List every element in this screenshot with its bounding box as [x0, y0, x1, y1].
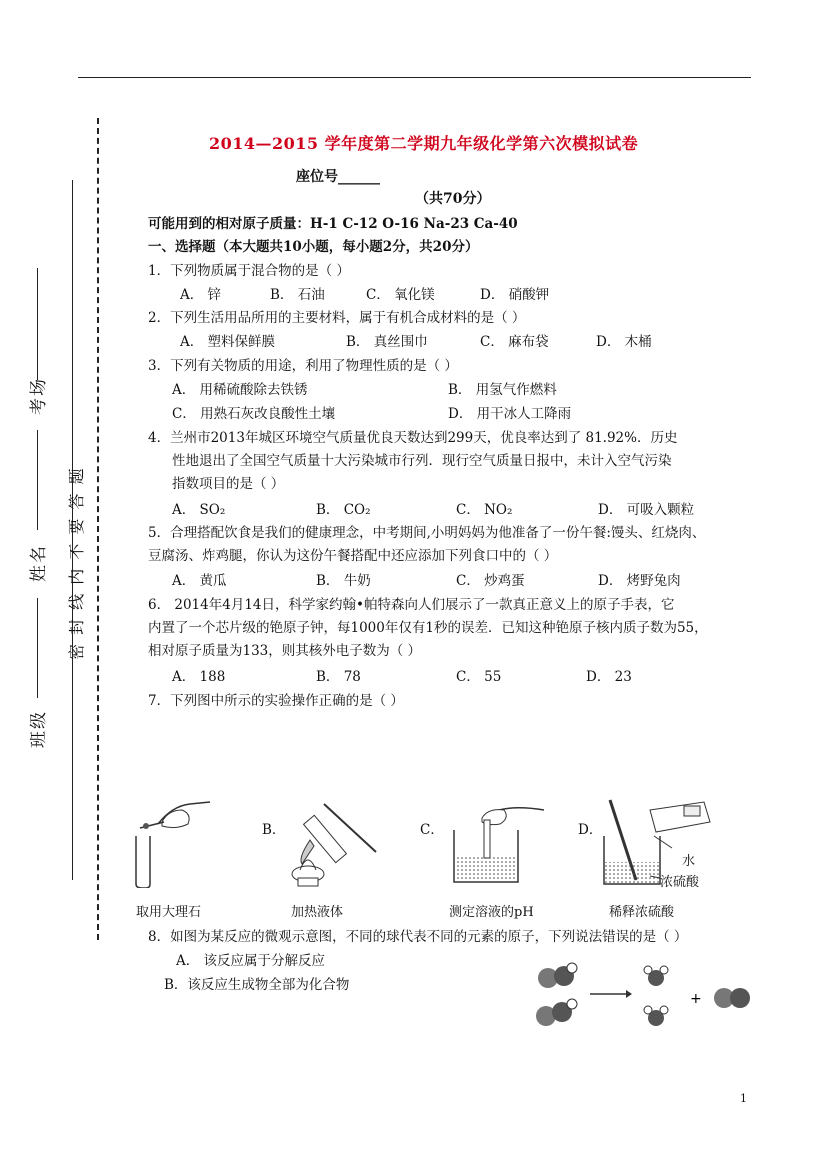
- question-5-line-2: 豆腐汤、炸鸡腿，你认为这份午餐搭配中还应添加下列食口中的（ ）: [148, 548, 558, 564]
- question-6-line-1: 6． 2014年4月14日，科学家约翰•帕特森向人们展示了一款真正意义上的原子手表，它: [148, 597, 675, 613]
- question-3-stem: 3．下列有关物质的用途，利用了物理性质的是（ ）: [148, 358, 458, 374]
- q8-option-a: A． 该反应属于分解反应: [176, 953, 326, 969]
- svg-text:+: +: [690, 991, 702, 1007]
- question-5-line-1: 5．合理搭配饮食是我们的健康理念，中考期间,小明妈妈为他准备了一份午餐:馒头、红烧肉、: [148, 525, 706, 541]
- q5-option-c: C． 炒鸡蛋: [456, 573, 525, 589]
- q6-option-d: D． 23: [586, 669, 632, 685]
- q2-option-b: B． 真丝围巾: [346, 334, 428, 350]
- q3-option-d: D． 用干冰人工降雨: [448, 406, 572, 422]
- seat-number: 座位号______: [296, 169, 380, 185]
- question-8-stem: 8．如图为某反应的微观示意图，不同的球代表不同的元素的原子，下列说法错误的是（ ）: [148, 929, 688, 945]
- question-6-line-2: 内置了一个芯片级的铯原子钟，每1000年仅有1秒的误差．已知这种铯原子核内质子数为55，: [148, 620, 708, 636]
- exam-room-label: 考场: [29, 377, 49, 415]
- question-1-stem: 1．下列物质属于混合物的是（ ）: [148, 263, 350, 279]
- q1-option-a: A． 锌: [180, 287, 222, 303]
- q2-option-d: D． 木桶: [596, 334, 652, 350]
- figure-a-marble: [132, 796, 212, 888]
- class-label: 班级: [29, 710, 49, 748]
- seal-dashed-line: [97, 118, 99, 940]
- question-4-line-3: 指数项目的是（ ）: [172, 476, 285, 492]
- name-label: 姓名: [29, 544, 49, 582]
- q6-option-c: C． 55: [456, 669, 502, 685]
- atomic-masses: 可能用到的相对原子质量：H-1 C-12 O-16 Na-23 Ca-40: [148, 216, 518, 232]
- question-4-line-1: 4．兰州市2013年城区环境空气质量优良天数达到299天，优良率达到了 81.92%．历史: [148, 430, 678, 446]
- question-4-line-2: 性地退出了全国空气质量十大污染城市行列．现行空气质量日报中，未计入空气污染: [172, 453, 672, 469]
- q1-option-b: B． 石油: [270, 287, 325, 303]
- q4-option-d: D． 可吸入颗粒: [598, 502, 695, 518]
- caption-c: 测定溶液的pH: [449, 905, 534, 920]
- q4-option-c: C． NO₂: [456, 502, 513, 518]
- q3-option-b: B． 用氢气作燃料: [448, 382, 557, 398]
- question-2-stem: 2．下列生活用品所用的主要材料，属于有机合成材料的是（ ）: [148, 310, 526, 326]
- q4-option-b: B． CO₂: [316, 502, 371, 518]
- q6-option-a: A． 188: [172, 669, 226, 685]
- header-rule: [78, 77, 751, 78]
- figure-c-label: C．: [420, 822, 444, 838]
- page-number: 1: [740, 1092, 747, 1105]
- q3-option-c: C． 用熟石灰改良酸性土壤: [172, 406, 336, 422]
- caption-a: 取用大理石: [136, 905, 202, 920]
- exam-title: 2014—2015 学年度第二学期九年级化学第六次模拟试卷: [209, 134, 639, 153]
- q3-option-a: A． 用稀硫酸除去铁锈: [172, 382, 308, 398]
- figure-c-ph-test: [448, 800, 548, 886]
- seal-notice: 密 封 线 内 不 要 答 题: [67, 466, 86, 660]
- section-heading: 一、选择题（本大题共10小题，每小题2分，共20分）: [148, 239, 479, 255]
- total-score: （共70分）: [415, 191, 491, 207]
- figure-b-heating: [284, 800, 380, 890]
- figure-d-label: D．: [578, 822, 603, 838]
- q5-option-b: B． 牛奶: [316, 573, 371, 589]
- question-7-stem: 7．下列图中所示的实验操作正确的是（ ）: [148, 693, 404, 709]
- caption-b: 加热液体: [291, 905, 344, 920]
- q1-option-d: D． 硝酸钾: [480, 287, 550, 303]
- name-blank: [37, 430, 38, 530]
- reaction-diagram: [532, 958, 754, 1034]
- q2-option-c: C． 麻布袋: [480, 334, 549, 350]
- binding-margin: [0, 0, 90, 1170]
- q6-option-b: B． 78: [316, 669, 361, 685]
- q4-option-a: A． SO₂: [172, 502, 226, 518]
- q1-option-c: C． 氧化镁: [366, 287, 435, 303]
- caption-d: 稀释浓硫酸: [609, 905, 675, 920]
- q8-option-b: B．该反应生成物全部为化合物: [164, 977, 350, 993]
- q5-option-d: D． 烤野兔肉: [598, 573, 681, 589]
- figure-b-label: B．: [262, 822, 286, 838]
- class-blank: [37, 598, 38, 698]
- fig-note-acid: 浓硫酸: [660, 875, 700, 890]
- q2-option-a: A． 塑料保鲜膜: [180, 334, 276, 350]
- question-6-line-3: 相对原子质量为133，则其核外电子数为（ ）: [148, 643, 422, 659]
- q5-option-a: A． 黄瓜: [172, 573, 227, 589]
- exam-room-blank: [37, 268, 38, 380]
- fig-note-water: 水: [682, 854, 696, 869]
